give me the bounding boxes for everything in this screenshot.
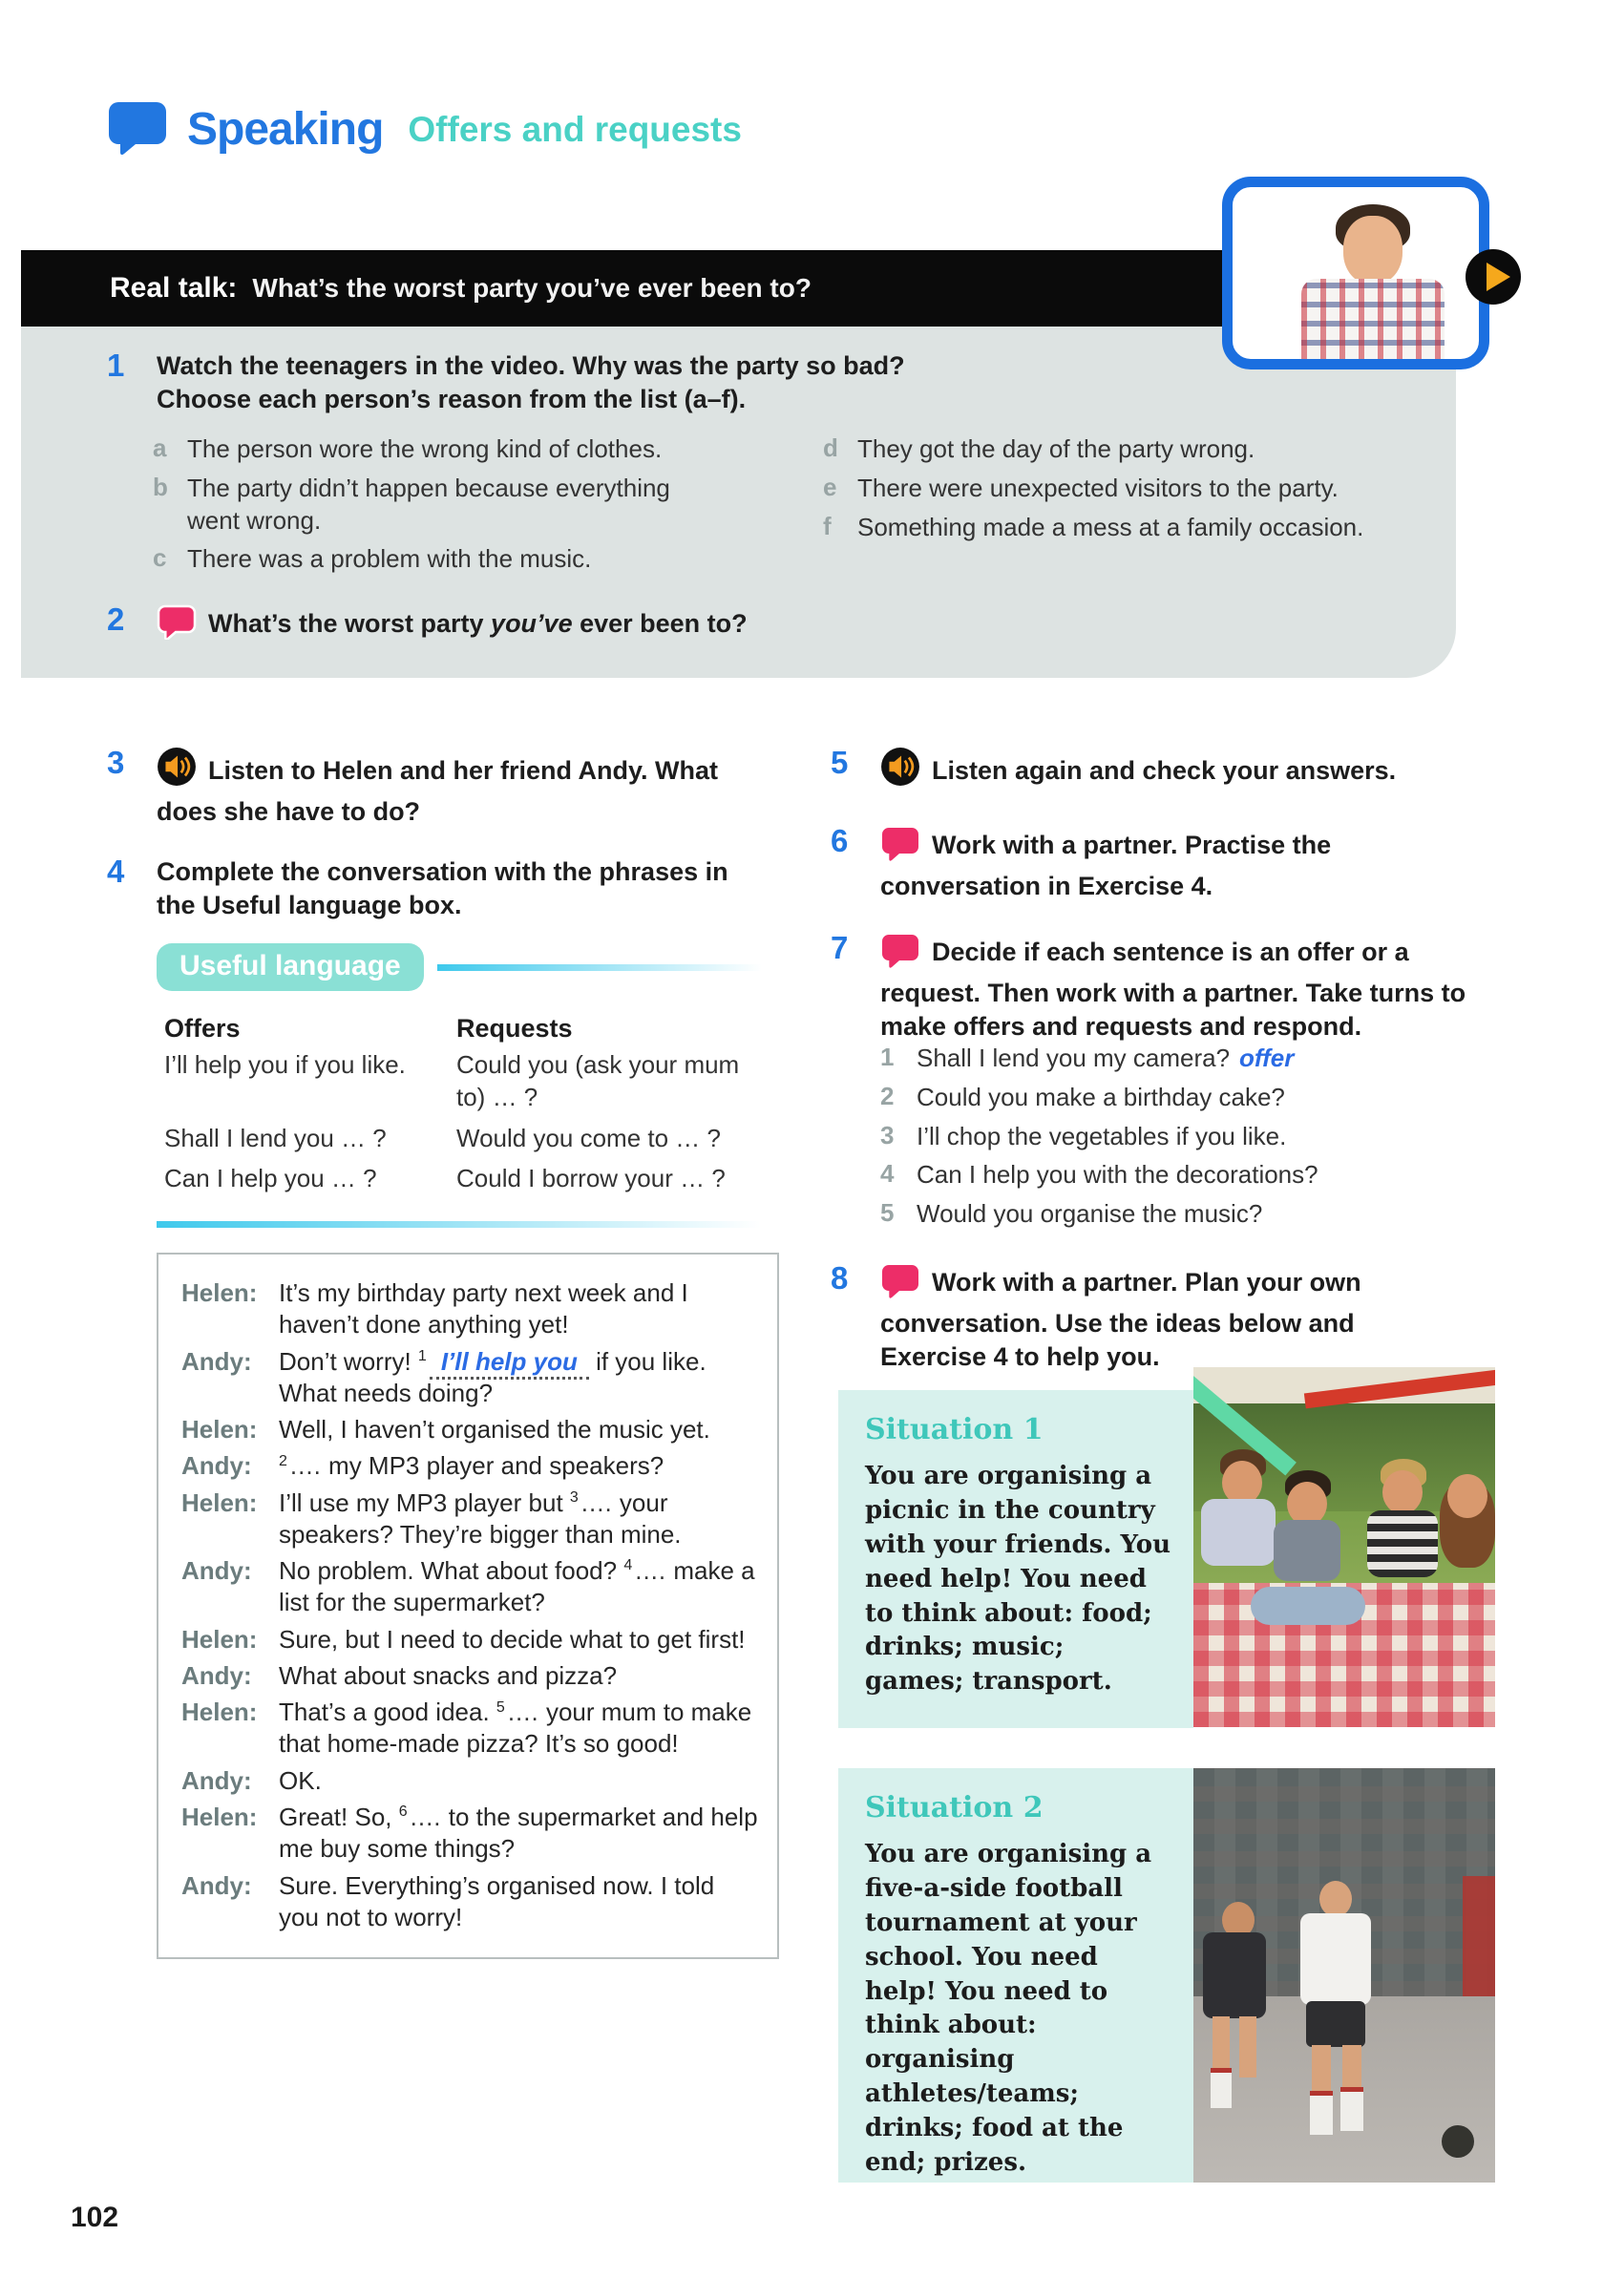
requests-header: Requests xyxy=(456,1014,573,1043)
option-f: f Something made a mess at a family occasion. xyxy=(823,511,1364,541)
blank-5[interactable]: .... xyxy=(507,1698,539,1727)
situation-1-title: Situation 1 xyxy=(865,1413,1044,1446)
dialogue-line: Helen: Sure, but I need to decide what to get first! xyxy=(181,1624,746,1654)
exercise-3 xyxy=(107,747,726,829)
request-phrase: Would you come to … ? xyxy=(456,1123,721,1152)
request-phrase: Could I borrow your … ? xyxy=(456,1164,726,1193)
dialogue-line: Helen: I’ll use my MP3 player but $^3$ .... your speakers? They’re bigger than mine. xyxy=(181,1487,682,1549)
dialogue-line: Andy: Sure. Everything’s organised now. I told you not to worry! xyxy=(181,1870,715,1931)
dialogue-line: Helen: It’s my birthday party next week and I haven’t done anything yet! xyxy=(181,1278,688,1339)
exercise-7-list xyxy=(880,1043,1472,1237)
useful-language-label: Useful language xyxy=(157,943,424,991)
exercise-1-instruction-line2: Choose each person’s reason from the list (a–f). xyxy=(157,385,747,414)
divider-line xyxy=(437,964,779,971)
exercise-1-instruction-line1: Watch the teenagers in the video. Why was the party so bad? xyxy=(157,351,905,380)
exercise-6-instruction: Work with a partner. Practise the conversation in Exercise 4. xyxy=(880,825,1417,903)
blank-1-answer[interactable]: I’ll help you xyxy=(430,1347,589,1380)
dialogue-line: Andy: $^2$ .... my MP3 player and speakers? xyxy=(181,1451,664,1481)
football-photo xyxy=(1193,1768,1495,2183)
offer-phrase: Can I help you … ? xyxy=(164,1164,377,1193)
exercise-7 xyxy=(831,932,1472,1044)
exercise-3-instruction: Listen to Helen and her friend Andy. What does she have to do? xyxy=(157,747,726,829)
page-number: 102 xyxy=(71,2202,119,2233)
conversation-box xyxy=(157,1253,779,1959)
situation-1-card xyxy=(838,1390,1193,1728)
exercise-1 xyxy=(107,349,1424,416)
dialogue-line: Andy: No problem. What about food? $^4$ .... make a list for the supermarket? xyxy=(181,1556,755,1617)
sentence-5: 5 Would you organise the music? xyxy=(880,1198,1263,1229)
sentence-3: 3 I’ll chop the vegetables if you like. xyxy=(880,1120,1287,1150)
exercise-5 xyxy=(831,747,1499,795)
option-e: e There were unexpected visitors to the party. xyxy=(823,472,1339,502)
dialogue-line: Helen: Well, I haven’t organised the music yet. xyxy=(181,1415,710,1445)
speak-bubble-icon xyxy=(157,603,197,648)
exercise-7-number: 7 xyxy=(831,930,849,965)
dialogue-line: Andy: What about snacks and pizza? xyxy=(181,1660,618,1690)
exercise-2 xyxy=(107,603,1062,648)
blank-2[interactable]: .... xyxy=(289,1451,322,1481)
blank-4[interactable]: .... xyxy=(635,1556,667,1586)
offers-header: Offers xyxy=(164,1014,241,1043)
offer-phrase: Shall I lend you … ? xyxy=(164,1123,387,1152)
situation-2-card xyxy=(838,1768,1193,2183)
sentence-2: 2 Could you make a birthday cake? xyxy=(880,1081,1285,1111)
request-phrase: Could you (ask your mum to) … ? xyxy=(456,1050,740,1111)
page-subtitle: Offers and requests xyxy=(408,109,742,149)
picnic-photo xyxy=(1193,1367,1495,1727)
option-a: a The person wore the wrong kind of clothes. xyxy=(153,433,663,463)
exercise-6-number: 6 xyxy=(831,823,849,858)
blank-3[interactable]: .... xyxy=(580,1487,613,1517)
divider-line xyxy=(157,1221,779,1228)
exercise-4-number: 4 xyxy=(107,854,125,889)
exercise-8 xyxy=(831,1262,1409,1374)
speech-bubble-icon xyxy=(107,99,168,159)
exercise-1-number: 1 xyxy=(107,348,125,383)
exercise-8-number: 8 xyxy=(831,1260,849,1296)
option-c: c There was a problem with the music. xyxy=(153,543,592,574)
dialogue-line: Helen: Great! So, $^6$ .... to the supermarket and help me buy some things? xyxy=(181,1802,758,1864)
sentence-1-answer[interactable]: offer xyxy=(1239,1044,1295,1072)
exercise-8-instruction: Work with a partner. Plan your own conversation. Use the ideas below and Exercise 4 to help you. xyxy=(880,1262,1409,1374)
dialogue-line: Andy: OK. xyxy=(181,1765,322,1795)
option-b: b The party didn’t happen because everything went wrong. xyxy=(153,472,670,535)
video-thumbnail[interactable] xyxy=(1222,177,1489,369)
options-d-f xyxy=(823,433,1415,550)
options-a-c xyxy=(153,433,726,582)
page-header xyxy=(107,99,742,159)
useful-language-box xyxy=(157,943,779,1228)
exercise-2-number: 2 xyxy=(107,601,125,637)
exercise-6 xyxy=(831,825,1417,903)
offer-phrase: I’ll help you if you like. xyxy=(164,1050,406,1079)
play-button-icon[interactable] xyxy=(1465,248,1522,306)
speak-bubble-icon xyxy=(880,825,920,870)
football xyxy=(1442,2125,1474,2158)
blank-6[interactable]: .... xyxy=(410,1802,442,1831)
page-title: Speaking xyxy=(187,104,384,155)
exercise-4-instruction: Complete the conversation with the phrases in the Useful language box. xyxy=(157,857,728,920)
option-d: d They got the day of the party wrong. xyxy=(823,433,1255,463)
exercise-5-number: 5 xyxy=(831,745,849,780)
situation-1-text: You are organising a picnic in the country with your friends. You need help! You need to think about: food; drinks; music; games; transport. xyxy=(865,1462,1171,1697)
exercise-2-instruction: What’s the worst party you’ve ever been to? xyxy=(157,603,1062,648)
sentence-4: 4 Can I help you with the decorations? xyxy=(880,1159,1318,1190)
exercise-3-number: 3 xyxy=(107,745,125,780)
speak-bubble-icon xyxy=(880,932,920,977)
sentence-1: 1 Shall I lend you my camera? offer xyxy=(880,1043,1295,1072)
real-talk-question: What’s the worst party you’ve ever been to? xyxy=(252,273,812,303)
exercise-4 xyxy=(107,855,729,922)
situation-2-title: Situation 2 xyxy=(865,1791,1044,1825)
speak-bubble-icon xyxy=(880,1262,920,1307)
audio-icon[interactable] xyxy=(157,747,197,795)
real-talk-label: Real talk: xyxy=(110,272,238,304)
situation-2-text: You are organising a five-a-side football tournament at your school. You need help! You need to think about: organising athletes/teams; drinks; food at the end; prizes. xyxy=(865,1840,1152,2177)
exercise-7-instruction: Decide if each sentence is an offer or a request. Then work with a partner. Take turns to make offers and requests and respond. xyxy=(880,932,1472,1044)
exercise-5-instruction: Listen again and check your answers. xyxy=(880,747,1499,795)
audio-icon[interactable] xyxy=(880,747,920,795)
dialogue-line: Helen: That’s a good idea. $^5$ .... your mum to make that home-made pizza? It’s so good! xyxy=(181,1698,752,1759)
dialogue-line: Andy: Don’t worry! $^1$ I’ll help you if you like. What needs doing? xyxy=(181,1346,707,1407)
